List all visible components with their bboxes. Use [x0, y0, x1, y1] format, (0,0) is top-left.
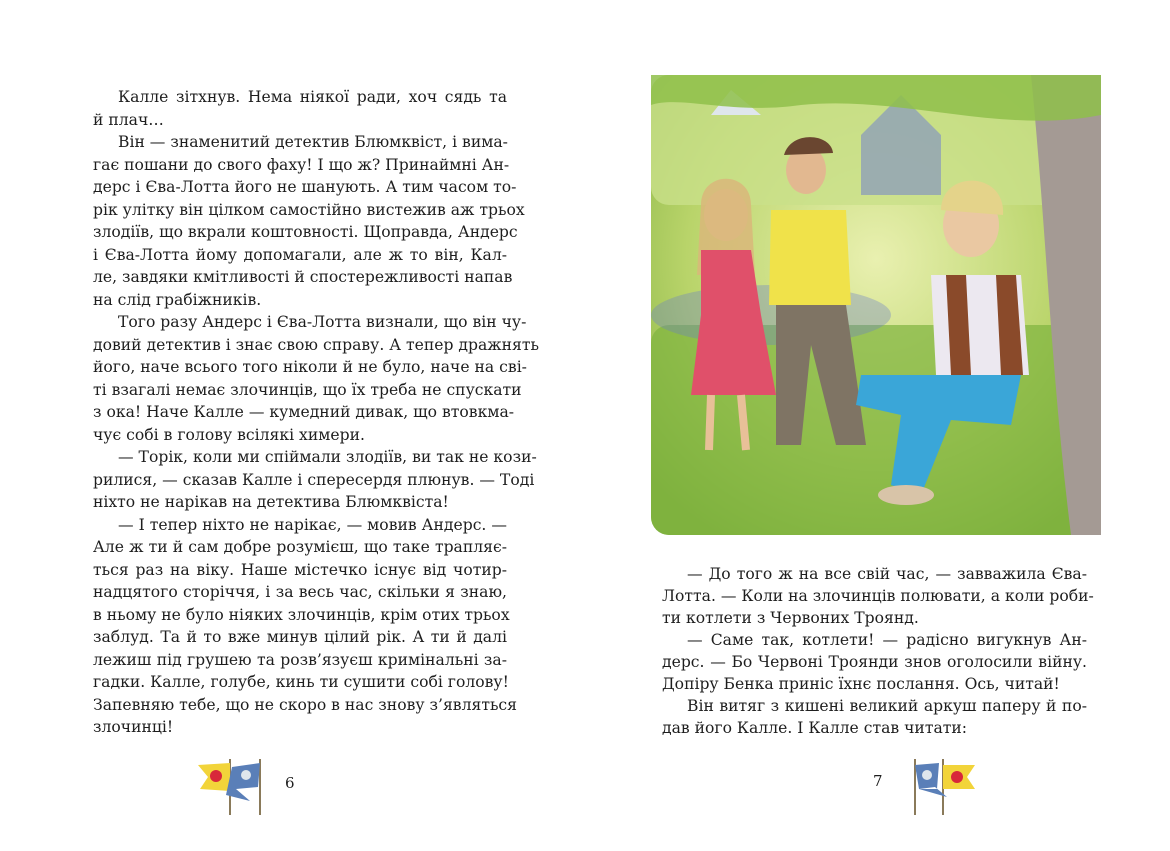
flags-emblem-left — [196, 757, 266, 815]
right-page-text — [662, 563, 1094, 739]
illustration-children-under-tree — [651, 75, 1101, 535]
text-line: лежиш під грушею та розв’язуєш кримінальні за- — [93, 650, 507, 669]
text-line: ться раз на віку. Наше містечко існує від чотир- — [93, 560, 507, 579]
text-line: Допіру Бенка приніс їхнє послання. Ось, читай! — [662, 675, 1060, 693]
page-number-left: 6 — [285, 774, 295, 792]
text-line: — Торік, коли ми спіймали злодіїв, ви так не кози- — [118, 448, 537, 466]
text-line: заблуд. Та й то вже минув цілий рік. А ти й далі — [93, 628, 507, 646]
text-line: його, наче всього того ніколи й не було, наче на сві- — [93, 358, 527, 376]
text-line: дав його Калле. І Калле став читати: — [662, 719, 968, 737]
text-line: й плач… — [93, 110, 164, 129]
page-number-right: 7 — [873, 772, 883, 790]
text-line: в ньому не було ніяких злочинців, крім отих трьох — [93, 605, 510, 624]
text-line: ті взагалі немає злочинців, що їх треба не спускати — [93, 380, 522, 399]
text-line: Він — знаменитий детектив Блюмквіст, і вима- — [118, 133, 508, 151]
text-line: Лотта. — Коли на злочинців полювати, а коли роби- — [662, 587, 1094, 605]
text-line: Запевняю тебе, що не скоро в нас знову з’являться — [93, 695, 518, 714]
text-line: Калле зітхнув. Нема ніякої ради, хоч сядь та — [118, 88, 507, 106]
text-line: гадки. Калле, голубе, кинь ти сушити собі голову! — [93, 673, 509, 691]
text-line: з ока! Наче Калле — кумедний дивак, що втовкма- — [93, 403, 515, 421]
text-line: рилися, — сказав Калле і спересердя плюнув. — Тоді — [93, 470, 535, 489]
text-line: ти котлети з Червоних Троянд. — [662, 609, 919, 627]
text-line: довий детектив і знає свою справу. А тепер дражнять — [93, 335, 539, 354]
text-line: Але ж ти й сам добре розумієш, що таке трапляє- — [93, 538, 507, 556]
text-line: — Саме так, котлети! — радісно вигукнув Ан- — [687, 631, 1087, 649]
flags-emblem-right — [907, 757, 977, 815]
text-line: — І тепер ніхто не нарікає, — мовив Андерс. — — [118, 515, 507, 534]
text-line: ле, завдяки кмітливості й спостережливості напав — [93, 268, 513, 286]
text-line: дерс і Єва-Лотта його не шанують. А тим часом то- — [93, 178, 517, 196]
text-line: на слід грабіжників. — [93, 290, 262, 309]
text-line: ніхто не нарікав на детектива Блюмквіста! — [93, 493, 449, 511]
text-line: Він витяг з кишені великий аркуш паперу й по- — [687, 697, 1087, 715]
text-line: гає пошани до свого фаху! І що ж? Принаймні Ан- — [93, 155, 510, 174]
text-line: злодіїв, що вкрали коштовності. Щоправда, Андерс — [93, 223, 518, 241]
text-line: і Єва-Лотта йому допомагали, але ж то він, Кал- — [93, 245, 507, 264]
text-line: надцятого сторіччя, і за весь час, скільки я знаю, — [93, 583, 507, 601]
text-line: Того разу Андерс і Єва-Лотта визнали, що він чу- — [118, 313, 527, 331]
text-line: дерс. — Бо Червоні Троянди знов оголосили війну. — [662, 653, 1087, 671]
text-line: — До того ж на все свій час, — завважила Єва- — [687, 565, 1087, 583]
text-line: злочинці! — [93, 718, 174, 736]
text-line: рік улітку він цілком самостійно вистежив аж трьох — [93, 200, 525, 219]
text-line: чує собі в голову всілякі химери. — [93, 425, 365, 444]
left-page-text — [93, 86, 539, 739]
